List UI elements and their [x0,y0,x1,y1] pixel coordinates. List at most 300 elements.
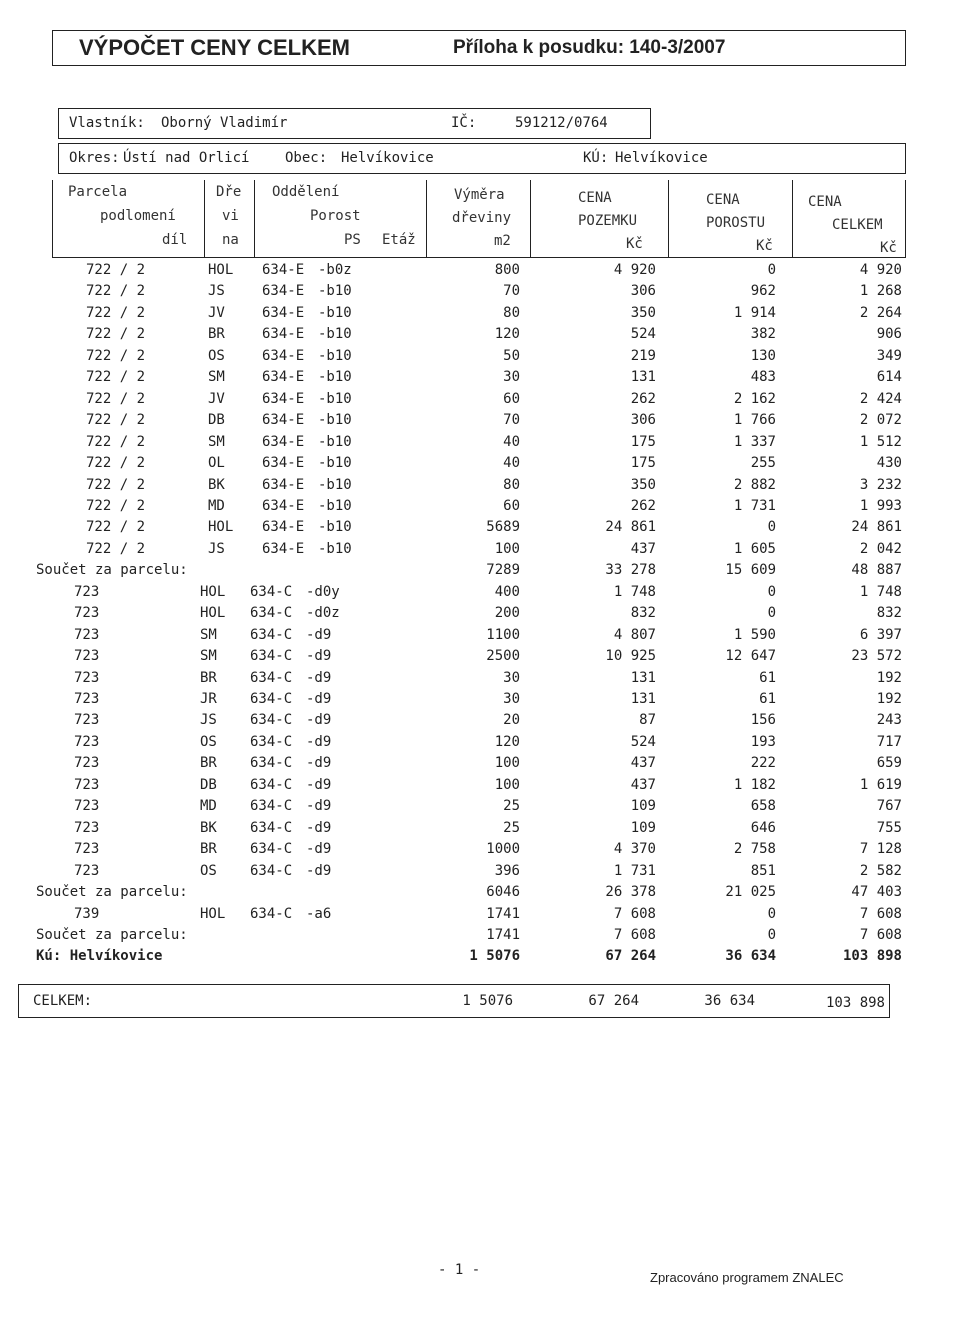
storey-cell: -d9 [306,733,332,750]
storey-cell: -b10 [318,433,352,450]
stand-cell: 634-C [250,691,293,707]
stand-cell: 634-E [262,347,305,364]
parcel-cell: 722 / 2 [86,304,146,321]
storey-cell: -b10 [318,369,352,386]
subtotal-row [0,927,960,948]
total-price-cell: 192 [876,669,902,686]
land-price-cell: 219 [630,347,656,364]
stand-price-cell: 2 882 [733,476,776,493]
species-cell: OS [208,347,225,364]
obec-label: Obec: [285,150,328,166]
total-price-cell: 1 619 [859,776,902,793]
header-oddeleni-1: Oddělení [272,184,340,200]
area-cell: 30 [503,691,520,707]
area-cell: 70 [503,283,520,300]
storey-cell: -a6 [306,905,332,922]
total-price-cell: 1 268 [859,283,902,300]
land-price-cell: 10 925 [605,648,656,665]
total-price-cell: 2 424 [859,390,902,407]
parcel-cell: 722 / 2 [86,519,146,536]
total-price-cell: 832 [876,605,902,622]
subtotal-label: Součet za parcelu: [36,926,188,943]
table-row [0,348,960,369]
species-cell: HOL [200,905,226,922]
land-price-cell: 1 731 [613,862,656,879]
storey-cell: -d9 [306,755,332,772]
land-price-cell: 175 [630,455,656,472]
total-celkem: 103 898 [825,995,885,1011]
header-oddeleni-2: Porost [310,208,361,224]
storey-cell: -b10 [318,540,352,557]
table-row [0,691,960,712]
species-cell: OS [200,733,217,750]
species-cell: BK [208,476,225,493]
land-price-cell: 524 [630,326,656,343]
area-cell: 40 [503,455,520,472]
table-row [0,820,960,841]
stand-price-cell: 0 [767,905,776,922]
species-cell: BK [200,819,217,836]
table-row [0,283,960,304]
stand-price-cell: 962 [750,283,776,300]
area-cell: 1741 [486,905,520,922]
stand-cell: 634-C [250,626,293,643]
area-cell: 100 [494,776,520,793]
header-dreviny-2: vi [222,208,239,224]
stand-price-cell: 483 [750,369,776,386]
parcel-cell: 723 [74,819,100,836]
stand-price-cell: 15 609 [725,562,776,579]
stand-cell: 634-E [262,433,305,450]
table-row [0,755,960,776]
area-cell: 120 [494,733,520,750]
stand-cell: 634-C [250,905,293,922]
parcel-cell: 723 [74,733,100,750]
owner-name: Oborný Vladimír [161,115,288,131]
parcel-cell: 723 [74,798,100,815]
page-number: - 1 - [438,1262,481,1278]
stand-price-cell: 0 [767,605,776,622]
land-price-cell: 24 861 [605,519,656,536]
ic-label: IČ: [451,115,477,131]
storey-cell: -b10 [318,412,352,429]
table-row [0,798,960,819]
parcel-cell: 722 / 2 [86,390,146,407]
land-price-cell: 109 [630,798,656,815]
storey-cell: -d9 [306,669,332,686]
species-cell: SM [200,648,217,665]
header-parcela-1: Parcela [68,184,128,200]
attachment-ref: Příloha k posudku: 140-3/2007 [453,37,726,58]
header-oddeleni-4: Etáž [382,232,416,248]
ku-value: Helvíkovice [615,150,708,166]
stand-cell: 634-E [262,326,305,343]
land-price-cell: 1 748 [613,583,656,600]
stand-price-cell: 156 [750,712,776,729]
land-price-cell: 437 [630,755,656,772]
parcel-cell: 723 [74,712,100,729]
area-cell: 5689 [486,519,520,536]
stand-price-cell: 222 [750,755,776,772]
area-cell: 70 [503,412,520,429]
area-cell: 6046 [486,884,520,901]
storey-cell: -b10 [318,304,352,321]
owner-label: Vlastník: [69,115,145,131]
stand-price-cell: 1 182 [733,776,776,793]
stand-price-cell: 1 731 [733,497,776,514]
species-cell: JS [208,283,225,300]
stand-cell: 634-E [262,369,305,386]
parcel-cell: 722 / 2 [86,326,146,343]
stand-cell: 634-C [250,605,293,622]
species-cell: JV [208,390,225,407]
header-pozemek-3: Kč [626,236,643,252]
stand-price-cell: 0 [767,519,776,536]
area-cell: 50 [503,347,520,364]
species-cell: JS [200,712,217,729]
district-box [58,143,906,174]
area-cell: 120 [494,326,520,343]
total-price-cell: 1 748 [859,583,902,600]
table-row [0,434,960,455]
parcel-cell: 723 [74,691,100,707]
storey-cell: -b10 [318,476,352,493]
species-cell: OS [200,862,217,879]
area-cell: 1741 [486,926,520,943]
land-price-cell: 350 [630,476,656,493]
stand-cell: 634-C [250,712,293,729]
header-oddeleni-3: PS [344,232,361,248]
total-price-cell: 6 397 [859,626,902,643]
area-cell: 1000 [486,841,520,858]
software-note: Zpracováno programem ZNALEC [650,1270,844,1285]
land-price-cell: 437 [630,540,656,557]
land-price-cell: 67 264 [605,948,656,965]
area-cell: 60 [503,390,520,407]
subtotal-label: Součet za parcelu: [36,884,188,901]
parcel-cell: 722 / 2 [86,455,146,472]
species-cell: JS [208,540,225,557]
storey-cell: -d9 [306,819,332,836]
storey-cell: -d9 [306,648,332,665]
subtotal-row [0,884,960,905]
table-row [0,670,960,691]
area-cell: 1 5076 [469,948,520,965]
table-row [0,777,960,798]
stand-price-cell: 646 [750,819,776,836]
area-cell: 100 [494,755,520,772]
land-price-cell: 4 807 [613,626,656,643]
species-cell: SM [208,433,225,450]
area-cell: 396 [494,862,520,879]
header-celkem-3: Kč [880,240,897,256]
total-price-cell: 103 898 [842,948,902,965]
stand-cell: 634-E [262,412,305,429]
land-price-cell: 26 378 [605,884,656,901]
stand-cell: 634-C [250,669,293,686]
area-cell: 30 [503,669,520,686]
total-price-cell: 659 [876,755,902,772]
storey-cell: -b0z [318,262,352,278]
header-vymera-3: m2 [494,233,511,249]
stand-cell: 634-E [262,455,305,472]
area-cell: 60 [503,497,520,514]
total-price-cell: 349 [876,347,902,364]
total-price-cell: 48 887 [851,562,902,579]
stand-price-cell: 2 758 [733,841,776,858]
parcel-cell: 722 / 2 [86,262,146,278]
species-cell: DB [200,776,217,793]
storey-cell: -b10 [318,326,352,343]
total-porost: 36 634 [704,993,755,1009]
total-box [18,984,890,1018]
stand-cell: 634-C [250,583,293,600]
species-cell: BR [200,841,217,858]
stand-cell: 634-C [250,648,293,665]
stand-price-cell: 61 [759,669,776,686]
species-cell: JV [208,304,225,321]
page-title: VÝPOČET CENY CELKEM [79,35,350,60]
stand-cell: 634-C [250,862,293,879]
area-cell: 200 [494,605,520,622]
land-price-cell: 437 [630,776,656,793]
table-row [0,412,960,433]
stand-cell: 634-C [250,755,293,772]
stand-cell: 634-E [262,262,305,278]
species-cell: MD [200,798,217,815]
stand-price-cell: 61 [759,691,776,707]
stand-price-cell: 0 [767,583,776,600]
species-cell: BR [200,755,217,772]
species-cell: SM [200,626,217,643]
stand-cell: 634-E [262,476,305,493]
total-price-cell: 430 [876,455,902,472]
stand-cell: 634-C [250,776,293,793]
parcel-cell: 723 [74,755,100,772]
parcel-cell: 723 [74,841,100,858]
parcel-cell: 722 / 2 [86,412,146,429]
parcel-cell: 723 [74,583,100,600]
okres-label: Okres: [69,150,120,166]
stand-price-cell: 12 647 [725,648,776,665]
stand-price-cell: 1 914 [733,304,776,321]
stand-cell: 634-E [262,497,305,514]
land-price-cell: 7 608 [613,926,656,943]
area-cell: 1100 [486,626,520,643]
species-cell: JR [200,691,217,707]
okres-value: Ústí nad Orlicí [123,150,250,166]
land-price-cell: 7 608 [613,905,656,922]
storey-cell: -b10 [318,390,352,407]
total-price-cell: 24 861 [851,519,902,536]
table-row [0,391,960,412]
stand-price-cell: 2 162 [733,390,776,407]
stand-price-cell: 193 [750,733,776,750]
ku-label: KÚ: [583,150,609,166]
header-porost-2: POROSTU [706,215,766,231]
land-price-cell: 33 278 [605,562,656,579]
land-price-cell: 306 [630,283,656,300]
area-cell: 100 [494,540,520,557]
land-price-cell: 131 [630,669,656,686]
species-cell: HOL [208,519,234,536]
parcel-cell: 722 / 2 [86,347,146,364]
total-price-cell: 47 403 [851,884,902,901]
land-price-cell: 350 [630,304,656,321]
stand-price-cell: 130 [750,347,776,364]
table-row [0,584,960,605]
land-price-cell: 87 [639,712,656,729]
total-price-cell: 243 [876,712,902,729]
stand-cell: 634-E [262,283,305,300]
total-price-cell: 1 993 [859,497,902,514]
species-cell: HOL [200,605,226,622]
stand-cell: 634-E [262,304,305,321]
total-pozemek: 67 264 [588,993,639,1009]
owner-box [58,108,651,139]
stand-price-cell: 1 766 [733,412,776,429]
species-cell: BR [208,326,225,343]
species-cell: OL [208,455,225,472]
species-cell: HOL [200,583,226,600]
table-row [0,734,960,755]
table-row [0,519,960,540]
subtotal-row [0,562,960,583]
header-parcela-2: podlomení [100,208,176,224]
land-price-cell: 131 [630,691,656,707]
area-cell: 20 [503,712,520,729]
total-price-cell: 4 920 [859,262,902,278]
total-price-cell: 2 582 [859,862,902,879]
total-price-cell: 755 [876,819,902,836]
header-vymera-2: dřeviny [452,210,512,226]
parcel-cell: 722 / 2 [86,369,146,386]
header-porost-3: Kč [756,238,773,254]
land-price-cell: 109 [630,819,656,836]
header-dreviny-3: na [222,232,239,248]
storey-cell: -d9 [306,862,332,879]
header-vymera-1: Výměra [454,187,505,203]
species-cell: SM [208,369,225,386]
stand-price-cell: 255 [750,455,776,472]
storey-cell: -b10 [318,497,352,514]
area-cell: 400 [494,583,520,600]
area-cell: 30 [503,369,520,386]
parcel-cell: 722 / 2 [86,433,146,450]
parcel-cell: 739 [74,905,100,922]
table-row [0,369,960,390]
storey-cell: -b10 [318,283,352,300]
stand-cell: 634-C [250,798,293,815]
species-cell: MD [208,497,225,514]
parcel-cell: 723 [74,669,100,686]
total-vymera: 1 5076 [462,993,513,1009]
parcel-cell: 723 [74,605,100,622]
storey-cell: -d0y [306,583,340,600]
stand-price-cell: 36 634 [725,948,776,965]
parcel-cell: 723 [74,862,100,879]
stand-price-cell: 0 [767,926,776,943]
species-cell: HOL [208,262,234,278]
total-price-cell: 767 [876,798,902,815]
storey-cell: -b10 [318,455,352,472]
stand-price-cell: 658 [750,798,776,815]
storey-cell: -d0z [306,605,340,622]
parcel-cell: 722 / 2 [86,540,146,557]
area-cell: 800 [494,262,520,278]
stand-price-cell: 21 025 [725,884,776,901]
table-row [0,326,960,347]
storey-cell: -b10 [318,347,352,364]
parcel-cell: 722 / 2 [86,476,146,493]
land-price-cell: 262 [630,497,656,514]
area-cell: 40 [503,433,520,450]
total-price-cell: 906 [876,326,902,343]
parcel-cell: 723 [74,776,100,793]
area-cell: 80 [503,304,520,321]
total-price-cell: 2 264 [859,304,902,321]
cadastre-total-row [0,948,960,969]
total-label: CELKEM: [33,993,93,1009]
stand-price-cell: 382 [750,326,776,343]
area-cell: 25 [503,819,520,836]
land-price-cell: 306 [630,412,656,429]
storey-cell: -d9 [306,712,332,729]
land-price-cell: 262 [630,390,656,407]
table-row [0,305,960,326]
header-pozemek-2: POZEMKU [578,213,638,229]
table-row [0,627,960,648]
subtotal-label: Součet za parcelu: [36,562,188,579]
header-porost-1: CENA [706,192,740,208]
total-price-cell: 7 608 [859,926,902,943]
stand-price-cell: 0 [767,262,776,278]
area-cell: 25 [503,798,520,815]
total-price-cell: 2 072 [859,412,902,429]
header-parcela-3: díl [162,232,188,248]
total-price-cell: 717 [876,733,902,750]
land-price-cell: 4 920 [613,262,656,278]
area-cell: 2500 [486,648,520,665]
header-pozemek-1: CENA [578,190,612,206]
total-price-cell: 2 042 [859,540,902,557]
storey-cell: -d9 [306,691,332,707]
parcel-cell: 723 [74,626,100,643]
parcel-cell: 722 / 2 [86,497,146,514]
stand-cell: 634-C [250,819,293,836]
table-row [0,906,960,927]
table-row [0,863,960,884]
table-row [0,712,960,733]
storey-cell: -b10 [318,519,352,536]
area-cell: 80 [503,476,520,493]
stand-cell: 634-C [250,733,293,750]
stand-cell: 634-E [262,540,305,557]
total-price-cell: 23 572 [851,648,902,665]
table-row [0,648,960,669]
header-celkem-1: CENA [808,194,842,210]
title-box [52,30,906,66]
land-price-cell: 131 [630,369,656,386]
header-celkem-2: CELKEM [832,217,883,233]
species-cell: BR [200,669,217,686]
table-row [0,541,960,562]
stand-cell: 634-C [250,841,293,858]
table-row [0,477,960,498]
land-price-cell: 832 [630,605,656,622]
header-dreviny-1: Dře [216,184,242,200]
cadastre-label: Kú: Helvíkovice [36,948,163,965]
